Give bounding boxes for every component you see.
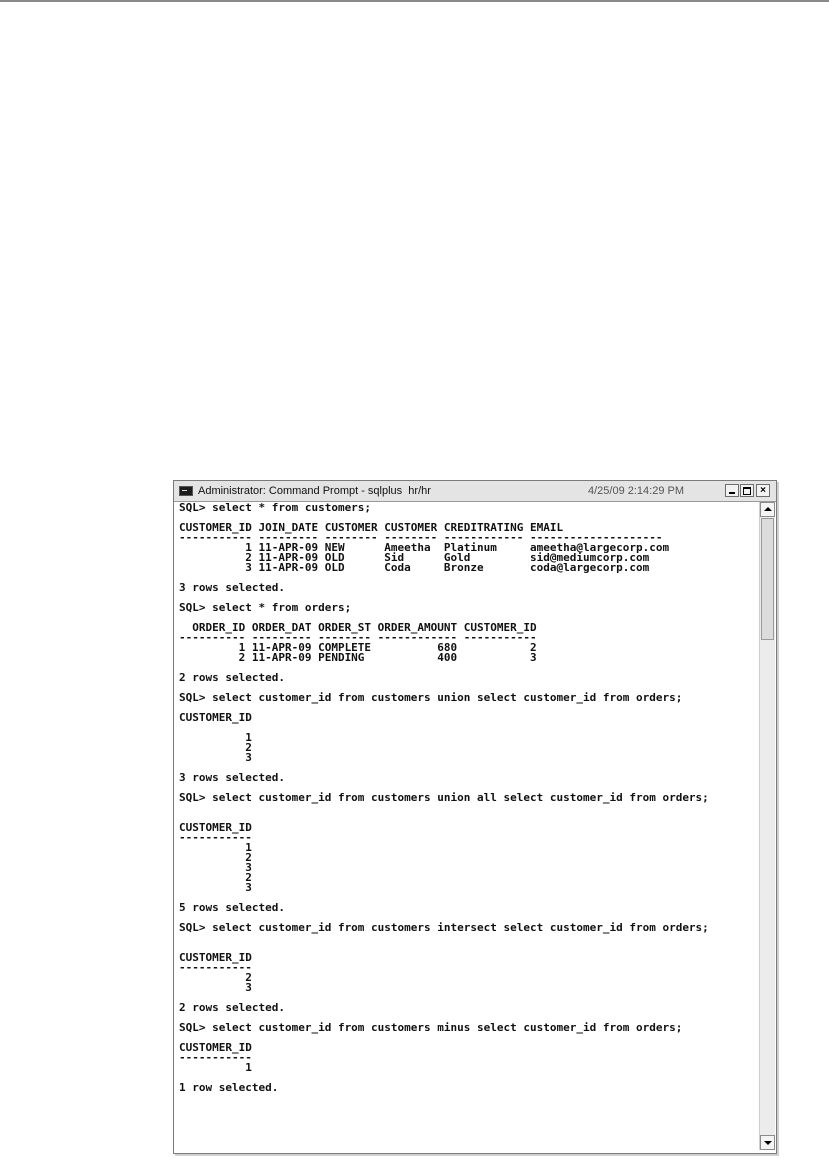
console-line (179, 943, 754, 953)
console-line (179, 1033, 754, 1043)
console-line: 3 11-APR-09 OLD Coda Bronze coda@largecorp.com (179, 561, 650, 574)
window-titlebar[interactable] (174, 481, 776, 502)
console-line: 2 11-APR-09 PENDING 400 3 (179, 651, 537, 664)
console-line: ----------- --------- -------- -------- ------------ -------------------- (179, 531, 663, 544)
console-line: ----------- (179, 831, 252, 844)
command-prompt-window[interactable] (173, 480, 777, 1154)
vertical-scrollbar[interactable] (759, 502, 775, 1150)
window-title: Administrator: Command Prompt - sqlplus hr/hr (198, 485, 431, 497)
scroll-up-icon[interactable] (760, 502, 775, 517)
console-line: 1 11-APR-09 COMPLETE 680 2 (179, 641, 537, 654)
console-line: SQL> select * from customers; (179, 503, 372, 514)
console-line: ----------- (179, 961, 252, 974)
console-output[interactable] (179, 503, 754, 1148)
console-text (179, 503, 754, 1093)
console-line: ORDER_ID ORDER_DAT ORDER_ST ORDER_AMOUNT CUSTOMER_ID (179, 621, 537, 634)
console-line: 1 (179, 841, 252, 854)
console-line: 3 rows selected. (179, 581, 285, 594)
console-line: 1 (179, 731, 252, 744)
console-line: SQL> select customer_id from customers union all select customer_id from orders; (179, 791, 709, 804)
page-top-rule (0, 0, 829, 2)
console-line: 2 rows selected. (179, 1001, 285, 1014)
console-line: CUSTOMER_ID (179, 711, 252, 724)
console-line (179, 813, 754, 823)
console-line: ----------- (179, 1051, 252, 1064)
scroll-down-icon[interactable] (760, 1135, 775, 1150)
console-line: SQL> select customer_id from customers minus select customer_id from orders; (179, 1021, 683, 1034)
console-line: 2 (179, 851, 252, 864)
scroll-thumb[interactable] (761, 518, 774, 640)
console-line: CUSTOMER_ID (179, 821, 252, 834)
console-line: 1 11-APR-09 NEW Ameetha Platinum ameetha@largecorp.com (179, 541, 670, 554)
console-line (179, 933, 754, 943)
console-line: 2 11-APR-09 OLD Sid Gold sid@mediumcorp.com (179, 551, 650, 564)
console-line: 1 row selected. (179, 1081, 279, 1094)
console-line: SQL> select customer_id from customers intersect select customer_id from orders; (179, 921, 709, 934)
console-app-icon (179, 486, 193, 496)
console-line: 3 (179, 751, 252, 764)
minimize-button[interactable] (725, 484, 739, 497)
console-line: SQL> select * from orders; (179, 601, 352, 614)
console-line: CUSTOMER_ID JOIN_DATE CUSTOMER CUSTOMER CREDITRATING EMAIL (179, 521, 564, 534)
console-line: CUSTOMER_ID (179, 951, 252, 964)
console-line: 3 rows selected. (179, 771, 285, 784)
console-line: 3 (179, 881, 252, 894)
console-line (179, 703, 754, 713)
console-line: 3 (179, 861, 252, 874)
console-line: 5 rows selected. (179, 901, 285, 914)
console-line: 3 (179, 981, 252, 994)
console-line: 1 (179, 1061, 252, 1074)
maximize-button[interactable] (740, 484, 754, 497)
console-line: 2 (179, 741, 252, 754)
console-line: 2 rows selected. (179, 671, 285, 684)
console-line (179, 723, 754, 733)
window-timestamp: 4/25/09 2:14:29 PM (588, 485, 685, 497)
close-button[interactable]: × (756, 484, 770, 497)
console-line: 2 (179, 871, 252, 884)
console-line (179, 803, 754, 813)
console-line: SQL> select customer_id from customers union select customer_id from orders; (179, 691, 683, 704)
console-line: 2 (179, 971, 252, 984)
console-line: CUSTOMER_ID (179, 1041, 252, 1054)
console-line: ---------- --------- -------- ------------ ----------- (179, 631, 537, 644)
